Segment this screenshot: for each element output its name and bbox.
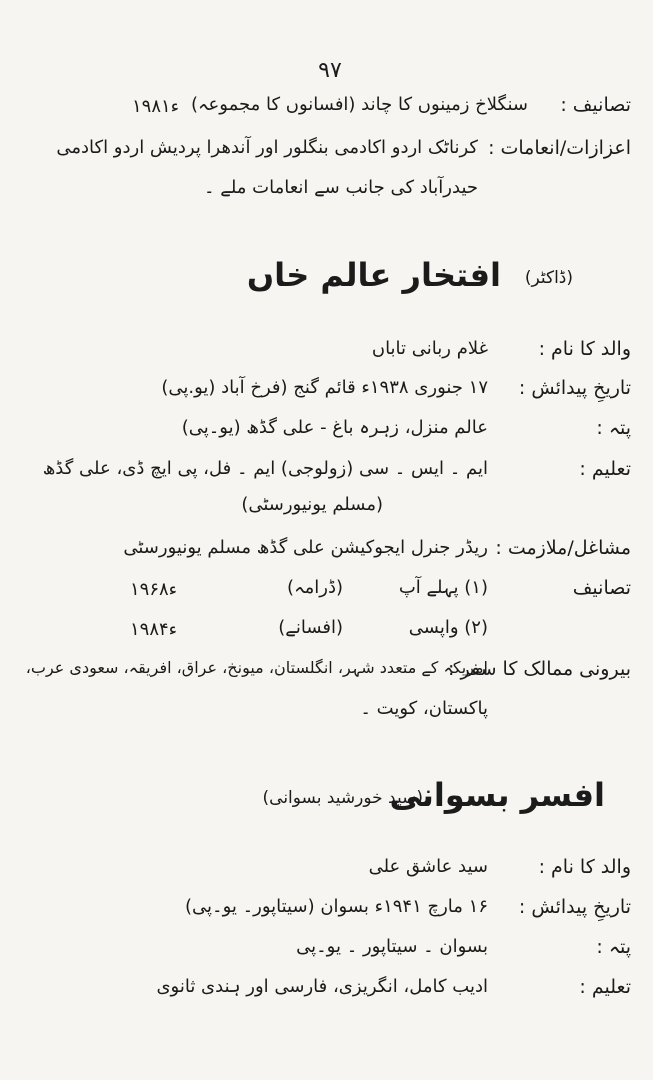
person-1-works-label: تصانیف xyxy=(572,577,631,599)
person-2-real-name: (سید خورشید بسوانی) xyxy=(262,788,423,808)
person-1-father-value: غلام ربانی تاباں xyxy=(371,338,488,359)
person-1-travel-label: بیرونی ممالک کا سفر : xyxy=(448,658,631,680)
person-1-edu-line-1: ایم ۔ ایس ۔ سی (زولوجی) ایم ۔ فل، پی ایچ ڈی، علی گڈھ xyxy=(42,458,488,479)
person-2-edu-label: تعلیم : xyxy=(579,976,631,998)
awards-label: اعزازات/انعامات : xyxy=(488,137,631,159)
person-2-father-value: سید عاشق علی xyxy=(368,856,488,877)
tasaneef-label: تصانیف : xyxy=(560,94,631,116)
person-1-job-label: مشاغل/ملازمت : xyxy=(495,537,631,559)
person-2-dob-value: ۱۶ مارچ ۱۹۴۱ء بسوان (سیتاپور۔ یو۔پی) xyxy=(184,896,488,917)
person-1-dob-label: تاریخِ پیدائش : xyxy=(518,377,631,399)
person-1-name: افتخار عالم خاں xyxy=(246,256,501,294)
person-2-edu-value: ادیب کامل، انگریزی، فارسی اور ہندی ثانوی xyxy=(156,976,488,997)
person-1-title-prefix: (ڈاکٹر) xyxy=(524,268,573,288)
person-1-work-2-title: (۲) واپسی xyxy=(408,617,488,638)
person-2-address-label: پتہ : xyxy=(596,936,631,958)
person-1-job-value: ریڈر جنرل ایجوکیشن علی گڈھ مسلم یونیورسٹی xyxy=(123,537,488,558)
person-2-father-label: والد کا نام : xyxy=(538,856,631,878)
person-1-edu-label: تعلیم : xyxy=(579,458,631,480)
person-1-work-2-type: (افسانے) xyxy=(278,617,343,638)
awards-line-2: حیدرآباد کی جانب سے انعامات ملے ۔ xyxy=(204,177,478,198)
awards-line-1: کرناٹک اردو اکادمی بنگلور اور آندھرا پردیش اردو اکادمی xyxy=(56,137,478,158)
person-1-work-2-year: ۱۹۸۴ء xyxy=(130,619,178,640)
tasaneef-year: ۱۹۸۱ء xyxy=(132,96,180,117)
person-1-work-1-title: (۱) پہلے آپ xyxy=(398,577,488,598)
person-2-address-value: بسوان ۔ سیتاپور ۔ یو۔پی xyxy=(296,936,488,957)
person-1-travel-line-1: امریکہ کے متعدد شہر، انگلستان، میونخ، عراق، افریقہ، سعودی عرب، xyxy=(25,658,488,677)
person-2-dob-label: تاریخِ پیدائش : xyxy=(518,896,631,918)
person-2-name: افسر بسوانی xyxy=(389,776,605,814)
person-1-work-1-year: ۱۹۶۸ء xyxy=(130,579,178,600)
person-1-father-label: والد کا نام : xyxy=(538,338,631,360)
person-1-address-label: پتہ : xyxy=(596,417,631,439)
person-1-edu-line-2: (مسلم یونیورسٹی) xyxy=(241,494,383,515)
person-1-address-value: عالم منزل، زہرہ باغ - علی گڈھ (یو۔پی) xyxy=(181,417,488,438)
person-1-dob-value: ۱۷ جنوری ۱۹۳۸ء قائم گنج (فرخ آباد (یو.پی) xyxy=(161,377,488,398)
person-1-work-1-type: (ڈرامہ) xyxy=(287,577,343,598)
page-number: ۹۷ xyxy=(318,58,342,83)
tasaneef-value: سنگلاخ زمینوں کا چاند (افسانوں کا مجموعہ) xyxy=(190,94,528,115)
person-1-travel-line-2: پاکستان، کویت ۔ xyxy=(360,698,488,719)
